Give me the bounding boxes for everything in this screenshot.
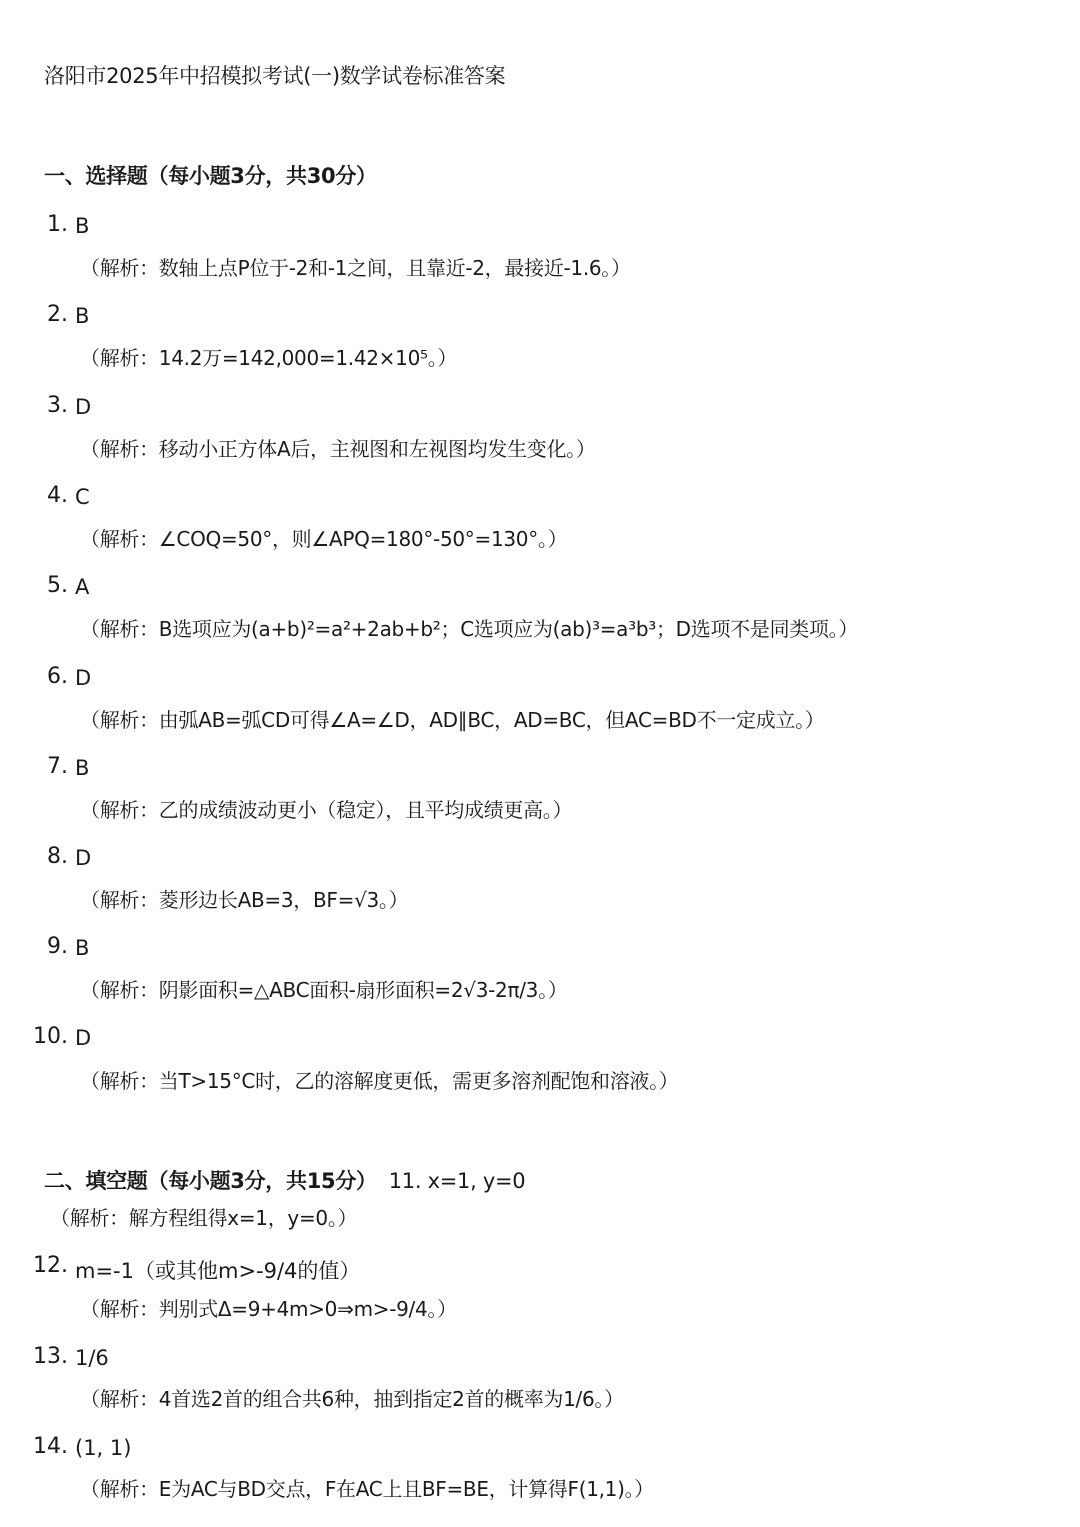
explanation: （解析：4首选2首的组合共6种，抽到指定2首的概率为1/6。）: [80, 1387, 624, 1411]
explanation: （解析：数轴上点P位于-2和-1之间，且靠近-2，最接近-1.6。）: [80, 256, 631, 280]
question-number: 13.: [33, 1344, 68, 1369]
explanation: （解析：判别式Δ=9+4m>0⇒m>-9/4。）: [80, 1297, 457, 1321]
question-number: 14.: [33, 1434, 68, 1459]
answer: 1/6: [75, 1346, 109, 1370]
document-title: 洛阳市2025年中招模拟考试(一)数学试卷标准答案: [44, 64, 506, 88]
section-heading-text: 二、填空题（每小题3分，共15分）: [44, 1169, 377, 1193]
answer: B: [75, 936, 90, 960]
question-number: 10.: [33, 1024, 68, 1049]
answer: C: [75, 485, 90, 509]
answer: B: [75, 756, 90, 780]
explanation: （解析：菱形边长AB=3，BF=√3。）: [80, 888, 409, 912]
answer: D: [75, 846, 92, 870]
answer: D: [75, 666, 92, 690]
answer: B: [75, 304, 90, 328]
explanation: （解析：∠COQ=50°，则∠APQ=180°-50°=130°。）: [80, 527, 568, 551]
question-number: 9.: [47, 934, 68, 959]
question-number: 5.: [47, 573, 68, 598]
question-number: 6.: [47, 664, 68, 689]
explanation: （解析：B选项应为(a+b)²=a²+2ab+b²；C选项应为(ab)³=a³b³；D选项不是同类项。）: [80, 617, 859, 641]
question-number: 3.: [47, 393, 68, 418]
answer: D: [75, 395, 92, 419]
explanation: （解析：阴影面积=△ABC面积-扇形面积=2√3-2π/3。）: [80, 978, 568, 1002]
question-number: 8.: [47, 844, 68, 869]
section-heading-fill: [44, 1165, 525, 1195]
explanation: （解析：由弧AB=弧CD可得∠A=∠D，AD∥BC，AD=BC，但AC=BD不一定成立。）: [80, 708, 825, 732]
answer: A: [75, 575, 90, 599]
answer: B: [75, 214, 90, 238]
question-number: 7.: [47, 754, 68, 779]
explanation: （解析：移动小正方体A后，主视图和左视图均发生变化。）: [80, 437, 596, 461]
explanation: （解析：当T>15°C时，乙的溶解度更低，需更多溶剂配饱和溶液。）: [80, 1069, 679, 1093]
question-number: 2.: [47, 302, 68, 327]
question-number: 4.: [47, 483, 68, 508]
question-11-explanation: （解析：解方程组得x=1，y=0。）: [50, 1206, 358, 1230]
explanation: （解析：乙的成绩波动更小（稳定），且平均成绩更高。）: [80, 798, 573, 822]
explanation: （解析：E为AC与BD交点，F在AC上且BF=BE，计算得F(1,1)。）: [80, 1477, 655, 1501]
section-heading-choice: 一、选择题（每小题3分，共30分）: [44, 164, 377, 188]
explanation: （解析：14.2万=142,000=1.42×10⁵。）: [80, 346, 458, 370]
question-number: 1.: [47, 212, 68, 237]
question-number: 12.: [33, 1253, 68, 1278]
question-11-inline-answer: 11. x=1, y=0: [388, 1169, 526, 1193]
answer: D: [75, 1026, 92, 1050]
answer: m=-1（或其他m>-9/4的值）: [75, 1259, 361, 1283]
answer: (1, 1): [75, 1436, 132, 1460]
